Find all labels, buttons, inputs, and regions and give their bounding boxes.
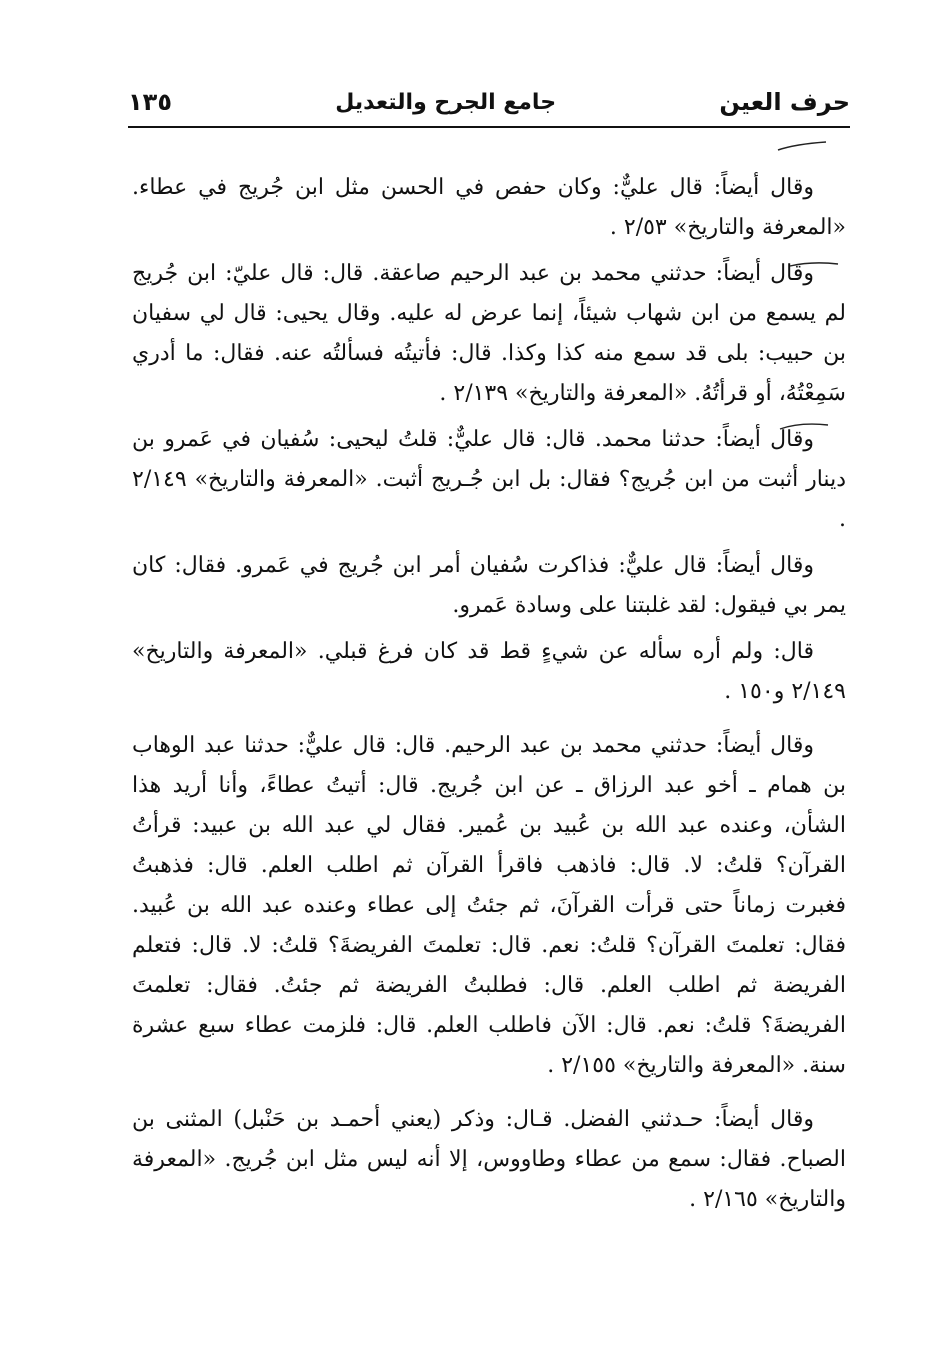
running-header [128, 80, 850, 124]
paragraph: وقال أيضاً: حدثني محمد بن عبد الرحيم. قال: قال عليٌّ: حدثنا عبد الوهاب بن همام ـ أخو عبد الرزاق ـ عن ابن جُريج. قال: أتيتُ عطاءً، وأنا أريد هذا الشأن، وعنده عبد الله بن عُبيد بن عُمير. فقال لي عبد الله بن عبيد: قرأتُ القرآن؟ قلتُ: لا. قال: فاذهب فاقرأ القرآن ثم اطلب العلم. قال: فذهبتُ فغبرت زماناً حتى قرأت القرآنَ، ثم جئتُ إلى عطاء وعنده عبد الله بن عُبيد. فقال: تعلمتَ القرآن؟ قلتُ: نعم. قال: تعلمتَ الفريضةَ؟ قلتُ: لا. قال: فتعلم الفريضة ثم اطلب العلم. قال: فطلبتُ الفريضة ثم جئتُ. فقال: تعلمتَ الفريضةَ؟ قلتُ: نعم. قال: الآن فاطلب العلم. قال: فلزمت عطاء سبع عشرة سنة. «المعرفة والتاريخ» ٢/١٥٥ . [132, 733, 846, 1078]
section-title: حرف العين [719, 88, 850, 116]
paragraph: وقال أيضاً: قال عليٌّ: وكان حفص في الحسن مثل ابن جُريج في عطاء. «المعرفة والتاريخ» ٢/٥٣ . [132, 175, 846, 240]
paragraph: وقال أيضاً: حدثني محمد بن عبد الرحيم صاعقة. قال: قال عليّ: ابن جُريج لم يسمع من ابن شهاب شيئاً، إنما عرض له عليه. وقال يحيى: قال لي سفيان بن حبيب: بلى قد سمع منه كذا وكذا. قال: فأتيتُه فسألتُه عنه. فقال: ما أدري سَمِعْتُهُ، أو قرأتُهُ. «المعرفة والتاريخ» ٢/١٣٩ . [132, 261, 846, 406]
page-number: ١٣٥ [128, 88, 172, 116]
margin-pen-stroke [776, 140, 828, 152]
book-title: جامع الجرح والتعديل [335, 89, 557, 115]
paragraph: وقال أيضاً: حدثنا محمد. قال: قال عليٌّ: قلتُ ليحيى: سُفيان في عَمرو بن دينار أثبت من ابن جُريج؟ فقال: بل ابن جُـريج أثبت. «المعرفة والتاريخ» ٢/١٤٩ . [132, 427, 846, 532]
paragraph: وقال أيضاً: حـدثني الفضل. قـال: وذكر (يعني أحمـد بن حَنْبل) المثنى بن الصباح. فقال: سمع من عطاء وطاووس، إلا أنه ليس مثل ابن جُريج. «المعرفة والتاريخ» ٢/١٦٥ . [132, 1107, 846, 1212]
header-rule [128, 126, 850, 128]
paragraph: قال: ولم أره سأله عن شيءٍ قط قد كان فرغ قبلي. «المعرفة والتاريخ» ٢/١٤٩ و١٥٠ . [132, 639, 846, 704]
paragraph: وقال أيضاً: قال عليٌّ: فذاكرت سُفيان أمر ابن جُريج في عَمرو. فقال: كان يمر بي فيقول: لقد غلبتنا على وسادة عَمرو. [132, 553, 846, 618]
body-text [132, 168, 846, 1226]
